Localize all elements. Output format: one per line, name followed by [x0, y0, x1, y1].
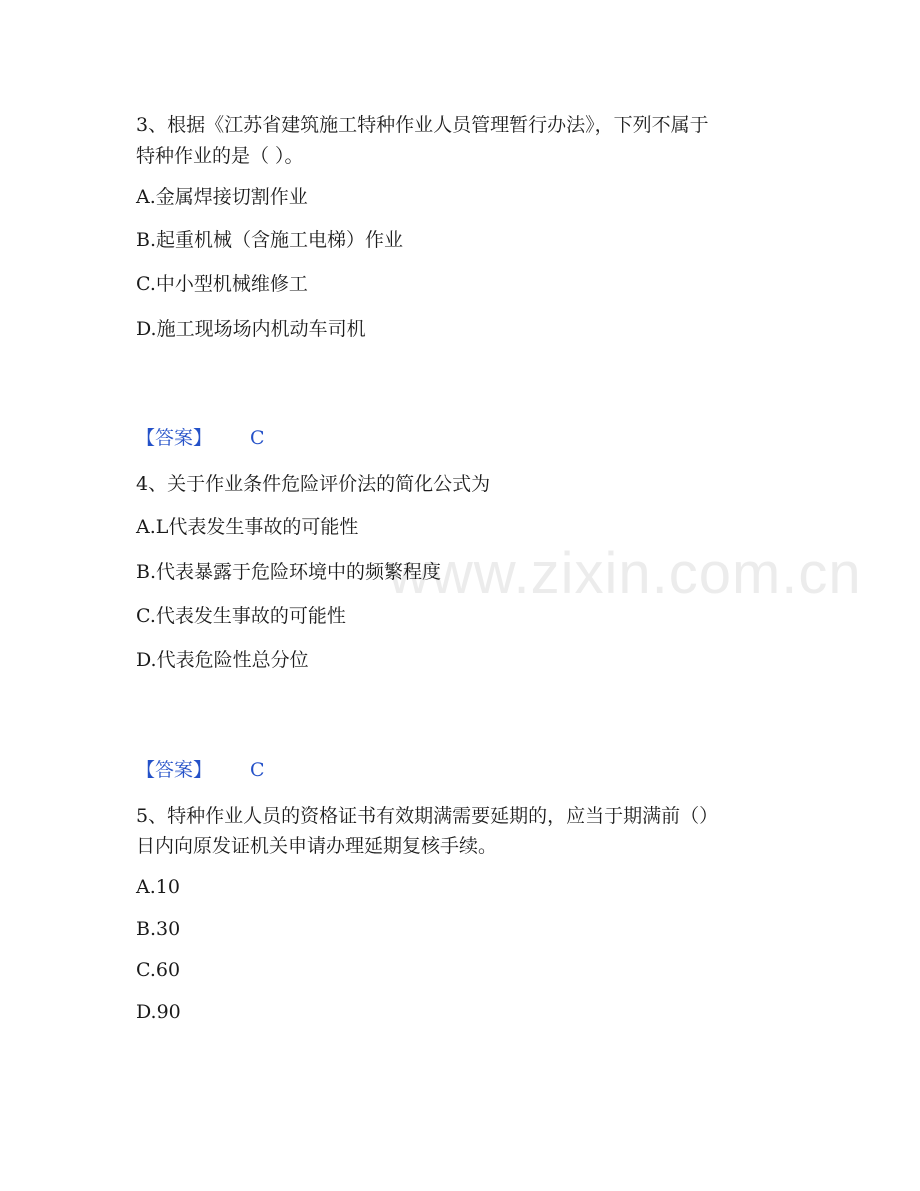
question-4-stem-line-1: 4、关于作业条件危险评价法的简化公式为: [136, 473, 491, 495]
watermark: www.zixin.com.cn: [388, 541, 862, 606]
question-5-option-b: B.30: [136, 918, 181, 940]
question-3-option-b: B.起重机械（含施工电梯）作业: [136, 229, 404, 251]
question-5-option-a: A.10: [136, 876, 180, 898]
question-4-option-d: D.代表危险性总分位: [136, 649, 309, 671]
question-5-option-d: D.90: [136, 1001, 181, 1023]
answer-value: C: [250, 759, 265, 781]
answer-label: 【答案】: [136, 427, 213, 449]
answer-value: C: [250, 427, 265, 449]
question-4-answer: [136, 757, 265, 783]
question-3-stem-line-1: 3、根据《江苏省建筑施工特种作业人员管理暂行办法》，下列不属于: [136, 114, 709, 136]
question-3-option-d: D.施工现场场内机动车司机: [136, 318, 366, 340]
question-4-option-c: C.代表发生事故的可能性: [136, 605, 346, 627]
question-3-option-a: A.金属焊接切割作业: [136, 186, 308, 208]
question-5-stem-line-1: 5、特种作业人员的资格证书有效期满需要延期的，应当于期满前（）: [136, 805, 719, 827]
answer-label: 【答案】: [136, 759, 213, 781]
question-3-option-c: C.中小型机械维修工: [136, 273, 308, 295]
question-4-option-b: B.代表暴露于危险环境中的频繁程度: [136, 561, 442, 583]
question-3-stem-line-2: 特种作业的是（ ）。: [136, 145, 304, 167]
question-4-option-a: A.L代表发生事故的可能性: [136, 516, 359, 538]
question-3-answer: [136, 425, 265, 451]
question-5-option-c: C.60: [136, 959, 181, 981]
question-5-stem-line-2: 日内向原发证机关申请办理延期复核手续。: [136, 835, 498, 857]
